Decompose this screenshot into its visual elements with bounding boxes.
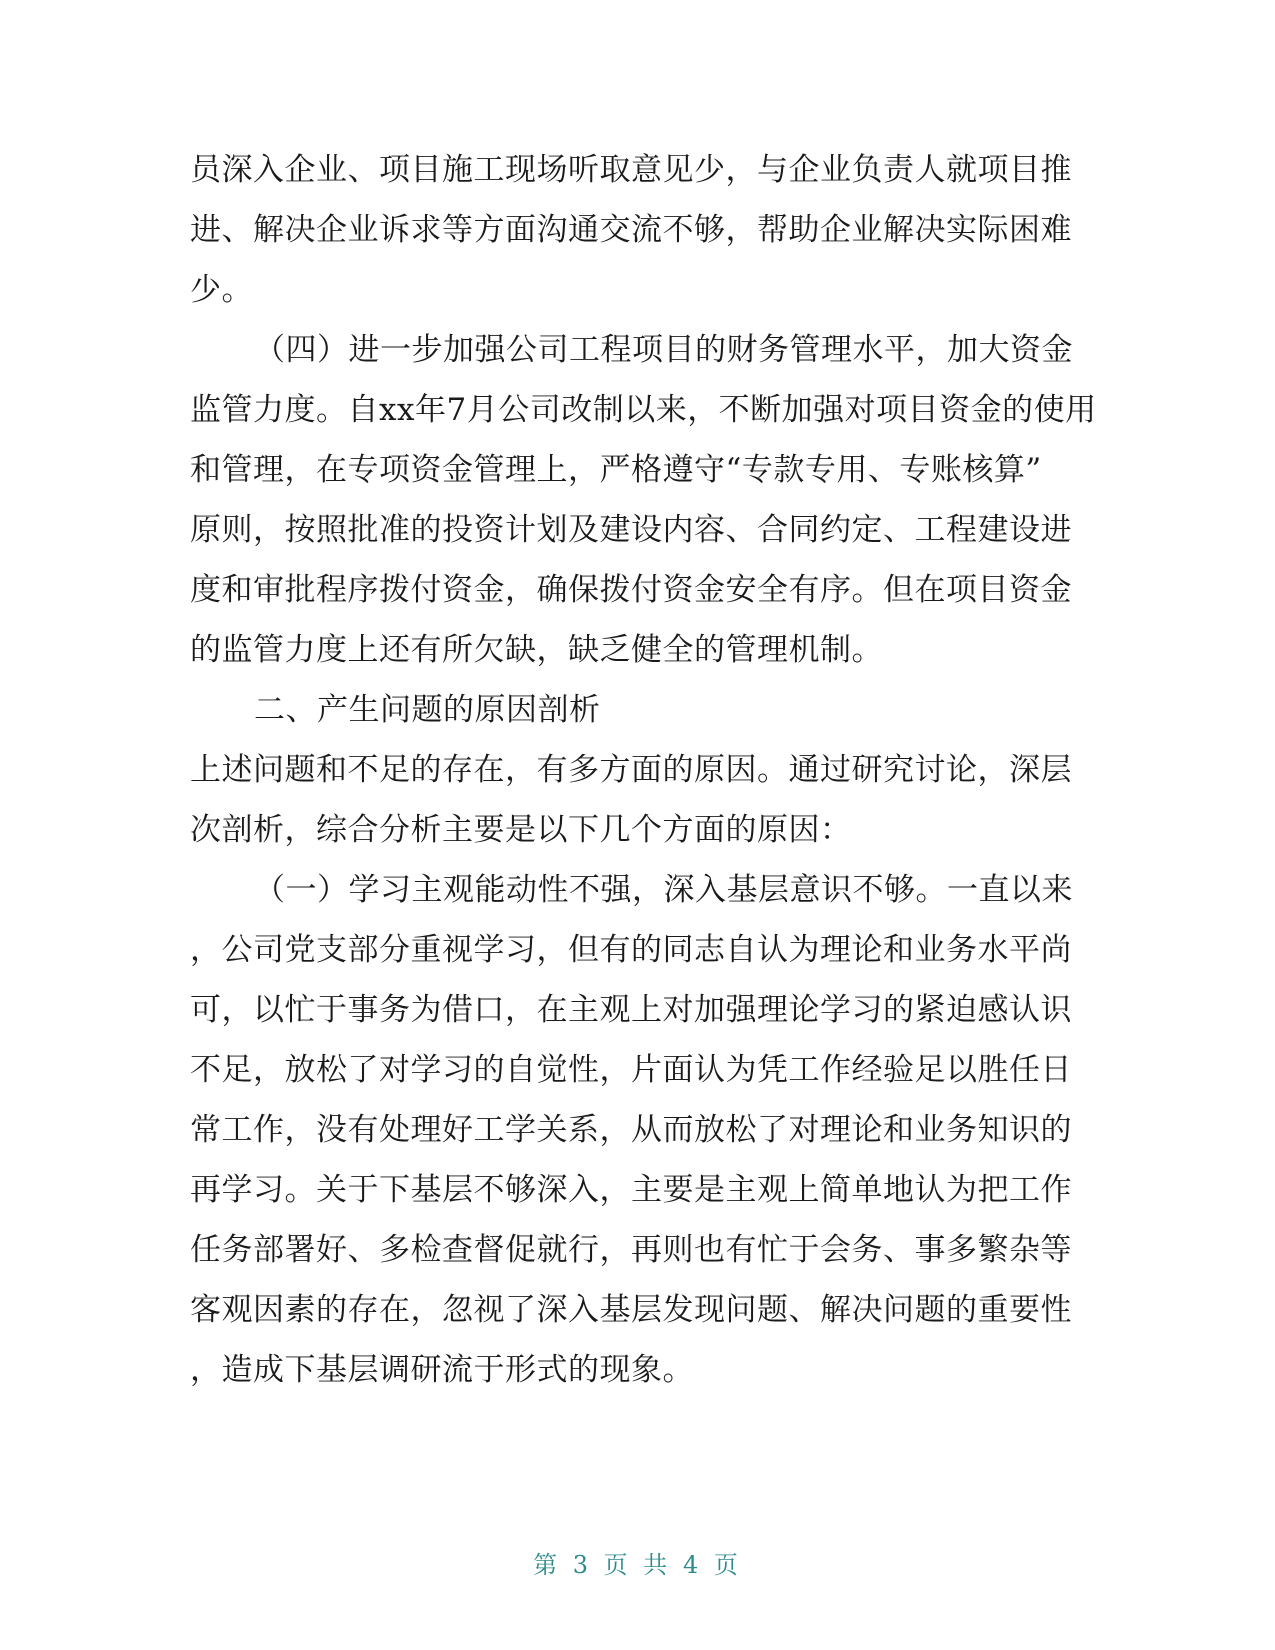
page-number-footer: 第 3 页 共 4 页	[533, 1551, 742, 1579]
text-line: 和管理，在专项资金管理上，严格遵守“专款专用、专账核算”	[190, 452, 1042, 488]
document-body	[190, 140, 1097, 1400]
section-heading: 二、产生问题的原因剖析	[254, 692, 601, 728]
text-line: 监管力度。自xx年7月公司改制以来，不断加强对项目资金的使用	[190, 392, 1097, 428]
text-line: 常工作，没有处理好工学关系，从而放松了对理论和业务知识的	[190, 1112, 1072, 1148]
text-line: （一）学习主观能动性不强，深入基层意识不够。一直以来	[254, 872, 1073, 908]
text-line: 再学习。关于下基层不够深入，主要是主观上简单地认为把工作	[190, 1172, 1072, 1208]
text-line: 度和审批程序拨付资金，确保拨付资金安全有序。但在项目资金	[190, 572, 1072, 608]
text-line: （四）进一步加强公司工程项目的财务管理水平，加大资金	[254, 332, 1073, 368]
text-line: 员深入企业、项目施工现场听取意见少，与企业负责人就项目推	[190, 152, 1072, 188]
text-line: 原则，按照批准的投资计划及建设内容、合同约定、工程建设进	[190, 512, 1072, 548]
text-line: ，造成下基层调研流于形式的现象。	[190, 1352, 694, 1388]
text-line: 次剖析，综合分析主要是以下几个方面的原因：	[190, 812, 852, 848]
text-line: 不足，放松了对学习的自觉性，片面认为凭工作经验足以胜任日	[190, 1052, 1072, 1088]
text-line: ，公司党支部分重视学习，但有的同志自认为理论和业务水平尚	[190, 932, 1072, 968]
text-line: 少。	[190, 272, 253, 308]
text-line: 可，以忙于事务为借口，在主观上对加强理论学习的紧迫感认识	[190, 992, 1072, 1028]
text-line: 任务部署好、多检查督促就行，再则也有忙于会务、事多繁杂等	[190, 1232, 1072, 1268]
text-line: 上述问题和不足的存在，有多方面的原因。通过研究讨论，深层	[190, 752, 1072, 788]
text-line: 的监管力度上还有所欠缺，缺乏健全的管理机制。	[190, 632, 883, 668]
text-line: 客观因素的存在，忽视了深入基层发现问题、解决问题的重要性	[190, 1292, 1072, 1328]
text-line: 进、解决企业诉求等方面沟通交流不够，帮助企业解决实际困难	[190, 212, 1072, 248]
